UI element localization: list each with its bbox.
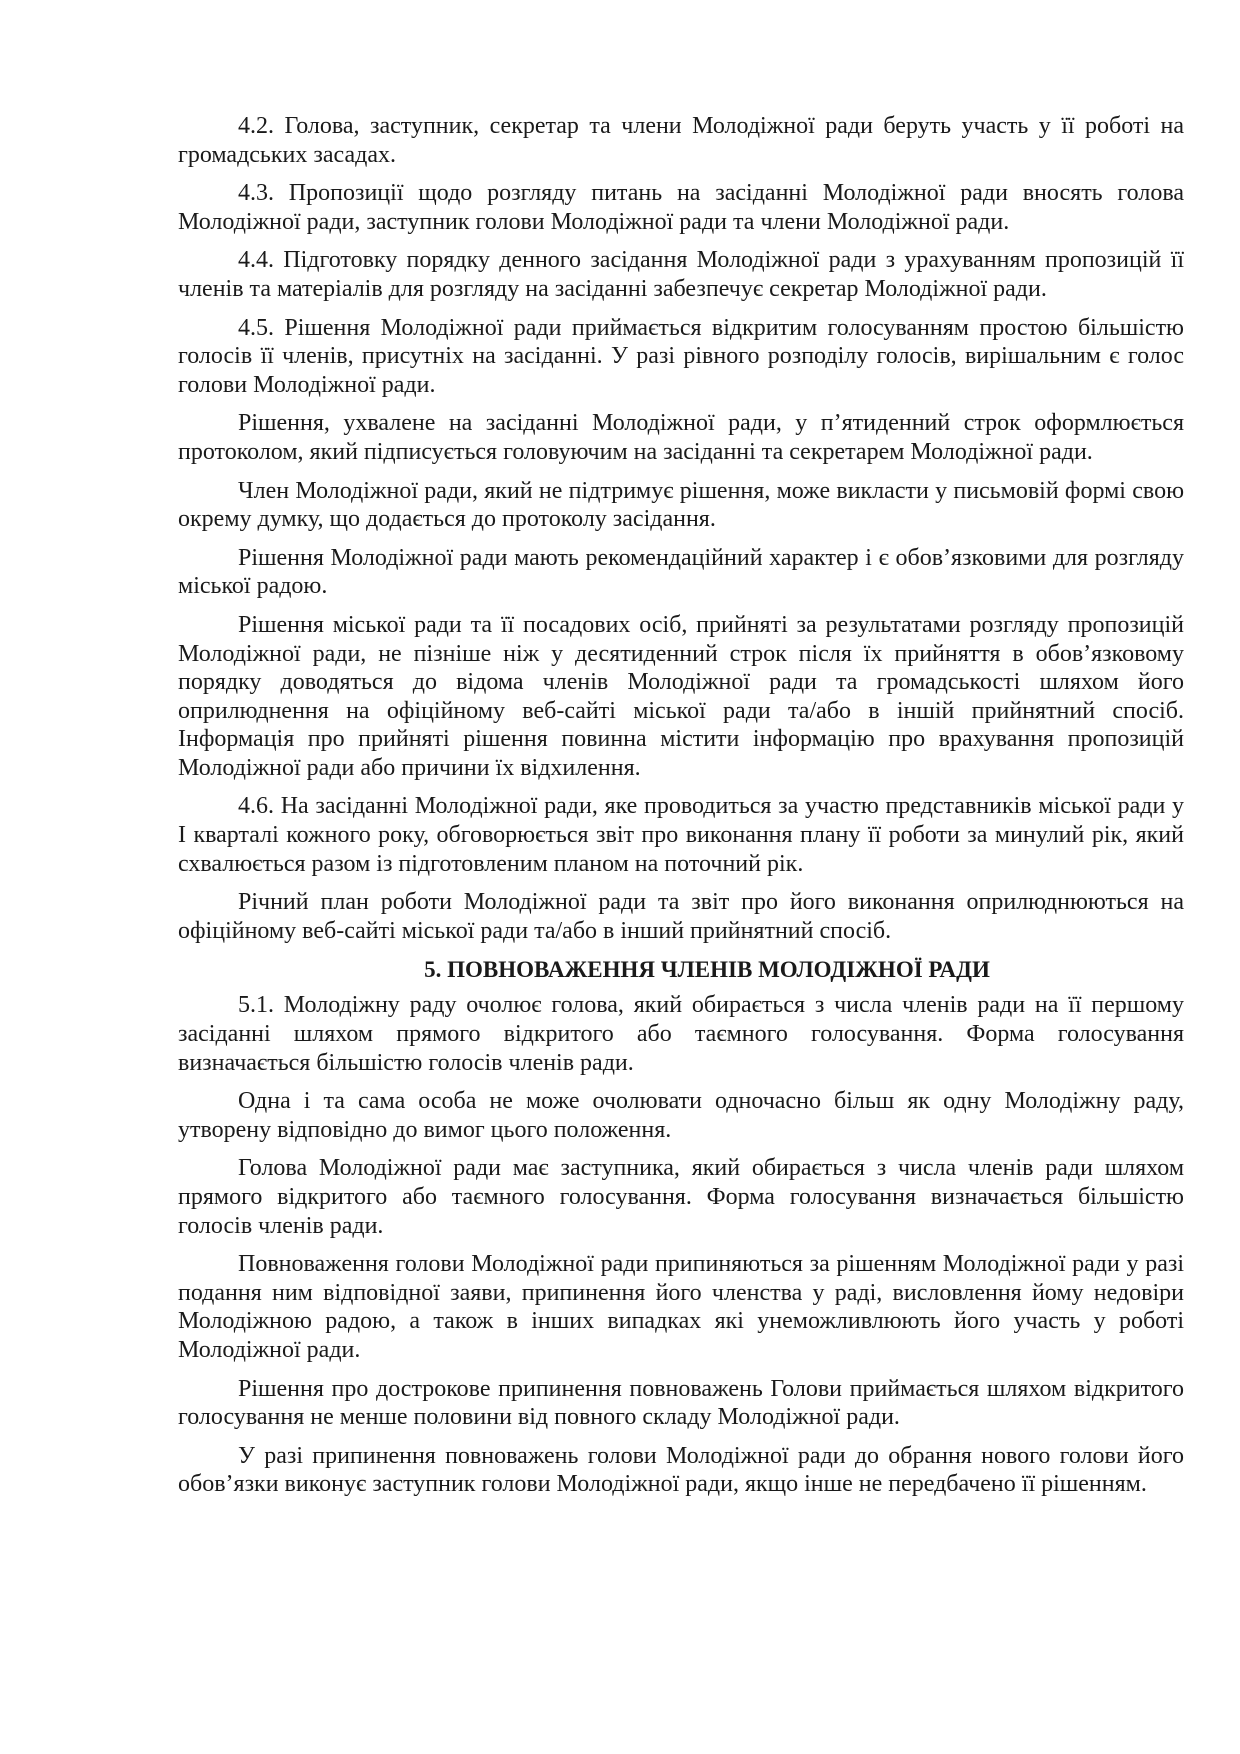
paragraph-4-4: 4.4. Підготовку порядку денного засідання Молодіжної ради з урахуванням пропозицій її членів та матеріалів для розгляду на засіданні забезпечує секретар Молодіжної ради. <box>178 247 1184 302</box>
paragraph-4-5-recommendation: Рішення Молодіжної ради мають рекомендаційний характер і є обов’язковими для розгляду міської радою. <box>178 544 1184 600</box>
paragraph-4-5-dissent: Член Молодіжної ради, який не підтримує рішення, може викласти у письмовій формі свою окрему думку, що додається до протоколу засідання. <box>178 477 1184 533</box>
paragraph-4-6: 4.6. На засіданні Молодіжної ради, яке проводиться за участю представників міської ради у І кварталі кожного року, обговорюється звіт про виконання плану її роботи за минулий рік, який схвалюється разом із підготовленим планом на поточний рік. <box>178 793 1184 877</box>
paragraph-5-1-termination: Повноваження голови Молодіжної ради припиняються за рішенням Молодіжної ради у разі подання ним відповідної заяви, припинення його членства у раді, висловлення йому недовіри Молодіжною радою, а також в інших випадках які унеможливлюють його участь у роботі Молодіжної ради. <box>178 1251 1184 1363</box>
paragraph-4-3: 4.3. Пропозиції щодо розгляду питань на засіданні Молодіжної ради вносять голова Молодіжної ради, заступник голови Молодіжної ради та члени Молодіжної ради. <box>178 180 1184 235</box>
paragraph-5-1-early-termination: Рішення про дострокове припинення повноважень Голови приймається шляхом відкритого голосування не менше половини від повного складу Молодіжної ради. <box>178 1375 1184 1431</box>
paragraph-5-1-deputy: Голова Молодіжної ради має заступника, який обирається з числа членів ради шляхом прямого відкритого або таємного голосування. Форма голосування визначається більшістю голосів членів ради. <box>178 1155 1184 1239</box>
paragraph-5-1-acting-head: У разі припинення повноважень голови Молодіжної ради до обрання нового голови його обов’язки виконує заступник голови Молодіжної ради, якщо інше не передбачено її рішенням. <box>178 1442 1184 1498</box>
paragraph-4-5-protocol: Рішення, ухвалене на засіданні Молодіжної ради, у п’ятиденний строк оформлюється протоколом, який підписується головуючим на засіданні та секретарем Молодіжної ради. <box>178 410 1184 465</box>
paragraph-5-1-single-council: Одна і та сама особа не може очолювати одночасно більш як одну Молодіжну раду, утворену відповідно до вимог цього положення. <box>178 1088 1184 1143</box>
paragraph-4-5-publication: Рішення міської ради та її посадових осіб, прийняті за результатами розгляду пропозицій Молодіжної ради, не пізніше ніж у десятиденний строк після їх прийняття в обов’язковому порядку доводяться до відома членів Молодіжної ради та громадськості шляхом його оприлюднення на офіційному веб-сайті міської ради та/або в іншій прийнятний спосіб. Інформація про прийняті рішення повинна містити інформацію про врахування пропозицій Молодіжної ради або причини їх відхилення. <box>178 611 1184 781</box>
paragraph-4-2: 4.2. Голова, заступник, секретар та члени Молодіжної ради беруть участь у її роботі на громадських засадах. <box>178 113 1184 168</box>
section-5-heading: 5. ПОВНОВАЖЕННЯ ЧЛЕНІВ МОЛОДІЖНОЇ РАДИ <box>424 957 990 983</box>
document-page <box>178 112 1184 1509</box>
paragraph-5-1: 5.1. Молодіжну раду очолює голова, який обирається з числа членів ради на її першому засіданні шляхом прямого відкритого або таємного голосування. Форма голосування визначається більшістю голосів членів ради. <box>178 992 1184 1076</box>
paragraph-4-6-annual-plan: Річний план роботи Молодіжної ради та звіт про його виконання оприлюднюються на офіційному веб-сайті міської ради та/або в інший прийнятний спосіб. <box>178 889 1184 944</box>
paragraph-4-5: 4.5. Рішення Молодіжної ради приймається відкритим голосуванням простою більшістю голосів її членів, присутніх на засіданні. У разі рівного розподілу голосів, вирішальним є голос голови Молодіжної ради. <box>178 314 1184 398</box>
